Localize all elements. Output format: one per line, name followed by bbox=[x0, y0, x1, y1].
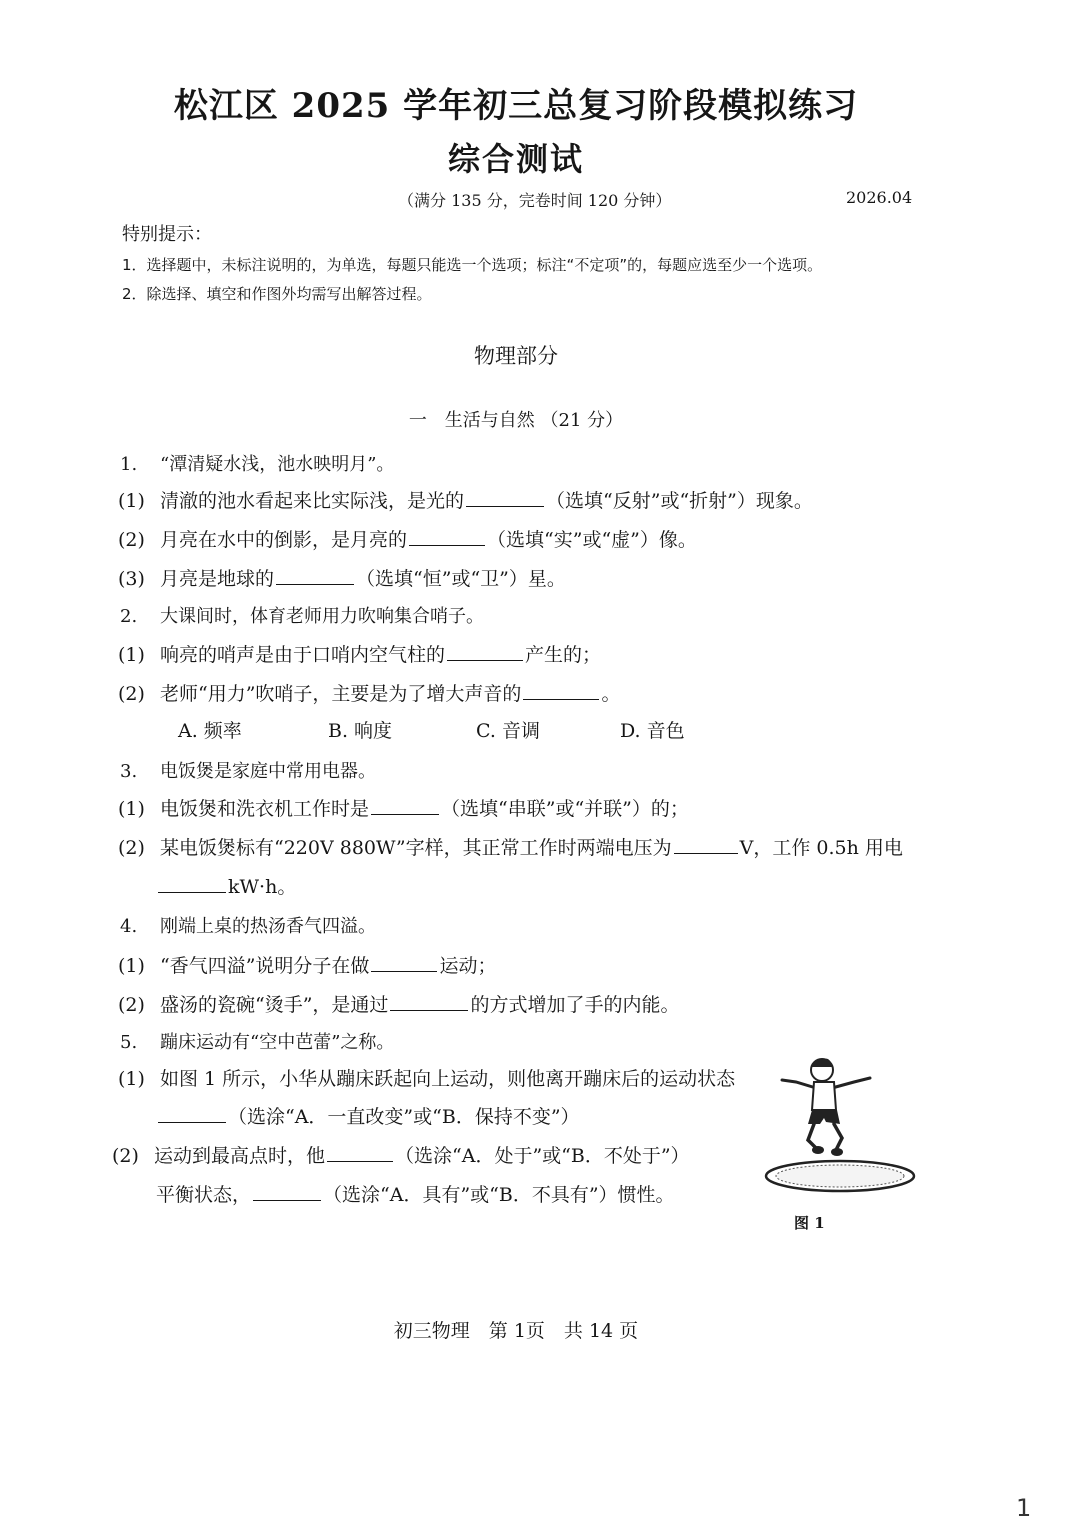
question-stem bbox=[120, 602, 484, 628]
sub-question bbox=[118, 951, 496, 978]
sub-text: 电饭煲和洗衣机工作时是 bbox=[160, 798, 370, 820]
jumper-right-shoe bbox=[831, 1148, 843, 1156]
sub-question bbox=[118, 525, 697, 552]
sub-text: （选涂“A．处于”或“B．不处于”） bbox=[395, 1145, 690, 1167]
exam-title: 松江区 2025 学年初三总复习阶段模拟练习 bbox=[173, 86, 859, 126]
sub-question bbox=[118, 990, 679, 1017]
jumper-right-leg bbox=[834, 1124, 842, 1150]
exam-date: 2026.04 bbox=[846, 188, 913, 207]
sub-text: 盛汤的瓷碗“烫手”，是通过 bbox=[160, 994, 389, 1016]
sub-text: 的方式增加了手的内能。 bbox=[470, 994, 680, 1016]
answer-blank[interactable] bbox=[327, 1144, 393, 1162]
answer-blank[interactable] bbox=[371, 797, 439, 815]
sub-text: （选填“串联”或“并联”）的； bbox=[441, 798, 689, 820]
sub-question bbox=[118, 640, 601, 667]
sub-question bbox=[118, 486, 813, 513]
trampoline-bed bbox=[776, 1165, 904, 1187]
stem-text: 大课间时，体育老师用力吹响集合哨子。 bbox=[160, 606, 484, 627]
question-stem bbox=[120, 912, 376, 938]
stem-text: 刚端上桌的热汤香气四溢。 bbox=[160, 916, 376, 937]
sub-question bbox=[118, 564, 566, 591]
sub-text: 响亮的哨声是由于口哨内空气柱的 bbox=[160, 644, 446, 666]
sub-text: 月亮是地球的 bbox=[160, 568, 275, 590]
notice-item: 2．除选择、填空和作图外均需写出解答过程。 bbox=[122, 285, 432, 303]
option-a[interactable]: A. 频率 bbox=[178, 720, 242, 742]
question-number: 4. bbox=[120, 916, 138, 937]
answer-blank[interactable] bbox=[253, 1183, 321, 1201]
exam-subtitle: 综合测试 bbox=[447, 140, 584, 178]
sub-text: kW·h。 bbox=[228, 876, 297, 898]
sub-question-continued bbox=[156, 1102, 580, 1129]
sub-text: （选填“实”或“虚”）像。 bbox=[487, 529, 697, 551]
sub-number: (1) bbox=[118, 955, 145, 977]
question-number: 5. bbox=[120, 1032, 138, 1053]
jumper-shorts bbox=[808, 1110, 840, 1124]
notice-heading: 特别提示： bbox=[122, 224, 212, 245]
sub-number: (2) bbox=[118, 837, 145, 859]
sub-question bbox=[118, 794, 689, 821]
answer-blank[interactable] bbox=[158, 875, 226, 893]
sub-number: (1) bbox=[118, 490, 145, 512]
sub-number: (2) bbox=[112, 1145, 139, 1167]
answer-blank[interactable] bbox=[674, 836, 738, 854]
jumper-hair bbox=[811, 1058, 833, 1067]
question-stem bbox=[120, 450, 394, 476]
answer-blank[interactable] bbox=[276, 567, 354, 585]
question-number: 2. bbox=[120, 606, 138, 627]
sub-question bbox=[112, 1141, 690, 1168]
sub-text: 清澈的池水看起来比实际浅，是光的 bbox=[160, 490, 465, 512]
sub-text: （选涂“A．具有”或“B．不具有”）惯性。 bbox=[323, 1184, 675, 1206]
trampoline-figure bbox=[758, 1048, 918, 1198]
answer-blank[interactable] bbox=[523, 682, 599, 700]
answer-blank[interactable] bbox=[447, 643, 523, 661]
sub-question bbox=[118, 679, 620, 706]
sub-number: (1) bbox=[118, 1068, 145, 1090]
option-d[interactable]: D. 音色 bbox=[620, 720, 685, 742]
notice-item: 1．选择题中，未标注说明的，为单选，每题只能选一个选项；标注“不定项”的，每题应选至少一个选项。 bbox=[122, 256, 823, 274]
sub-number: (2) bbox=[118, 683, 145, 705]
answer-blank[interactable] bbox=[466, 489, 544, 507]
sub-text: 产生的； bbox=[525, 644, 602, 666]
question-number: 1. bbox=[120, 454, 138, 475]
option-b[interactable]: B. 响度 bbox=[328, 720, 393, 742]
jumper-shirt bbox=[812, 1082, 836, 1110]
stem-text: “潭清疑水浅，池水映明月”。 bbox=[160, 454, 395, 475]
sub-text: 运动到最高点时，他 bbox=[154, 1145, 326, 1167]
section-title: 物理部分 bbox=[474, 344, 558, 368]
jumper-right-arm bbox=[832, 1078, 870, 1088]
sub-text: 如图 1 所示，小华从蹦床跃起向上运动，则他离开蹦床后的运动状态 bbox=[160, 1068, 736, 1090]
sub-text: 某电饭煲标有“220V 880W”字样，其正常工作时两端电压为 bbox=[160, 837, 672, 859]
answer-blank[interactable] bbox=[371, 954, 437, 972]
sub-text: “香气四溢”说明分子在做 bbox=[160, 955, 370, 977]
sub-text: V，工作 0.5h 用电 bbox=[739, 837, 903, 859]
sub-text: 老师“用力”吹哨子，主要是为了增大声音的 bbox=[160, 683, 522, 705]
figure-caption: 图 1 bbox=[794, 1214, 825, 1232]
sub-text: 月亮在水中的倒影，是月亮的 bbox=[160, 529, 408, 551]
jumper-left-shoe bbox=[812, 1146, 824, 1154]
page-footer: 初三物理 第 1页 共 14 页 bbox=[393, 1320, 639, 1342]
sub-number: (1) bbox=[118, 644, 145, 666]
question-stem bbox=[120, 1028, 394, 1054]
exam-meta: （满分 135 分，完卷时间 120 分钟） bbox=[398, 191, 672, 210]
jumper-left-leg bbox=[808, 1124, 816, 1148]
sub-number: (1) bbox=[118, 798, 145, 820]
question-stem bbox=[120, 757, 376, 783]
sub-question-continued bbox=[156, 1180, 675, 1207]
sub-text: 运动； bbox=[439, 955, 497, 977]
option-c[interactable]: C. 音调 bbox=[476, 720, 540, 742]
sub-number: (3) bbox=[118, 568, 145, 590]
sub-question bbox=[118, 833, 903, 860]
sub-number: (2) bbox=[118, 994, 145, 1016]
answer-blank[interactable] bbox=[158, 1105, 226, 1123]
question-number: 3. bbox=[120, 761, 138, 782]
sub-text: （选涂“A．一直改变”或“B．保持不变”） bbox=[228, 1106, 580, 1128]
answer-blank[interactable] bbox=[409, 528, 485, 546]
part-title: 一 生活与自然 （21 分） bbox=[408, 410, 624, 431]
sub-text: 平衡状态， bbox=[156, 1184, 252, 1206]
sub-number: (2) bbox=[118, 529, 145, 551]
answer-blank[interactable] bbox=[390, 993, 468, 1011]
jumper-left-arm bbox=[782, 1080, 816, 1088]
stem-text: 蹦床运动有“空中芭蕾”之称。 bbox=[160, 1032, 395, 1053]
stem-text: 电饭煲是家庭中常用电器。 bbox=[160, 761, 376, 782]
sub-text: （选填“反射”或“折射”）现象。 bbox=[546, 490, 813, 512]
sub-text: （选填“恒”或“卫”）星。 bbox=[356, 568, 566, 590]
sub-question-continued bbox=[156, 872, 296, 899]
sub-question bbox=[118, 1064, 735, 1091]
sub-text: 。 bbox=[601, 683, 621, 705]
page-number: 1 bbox=[1016, 1494, 1032, 1522]
